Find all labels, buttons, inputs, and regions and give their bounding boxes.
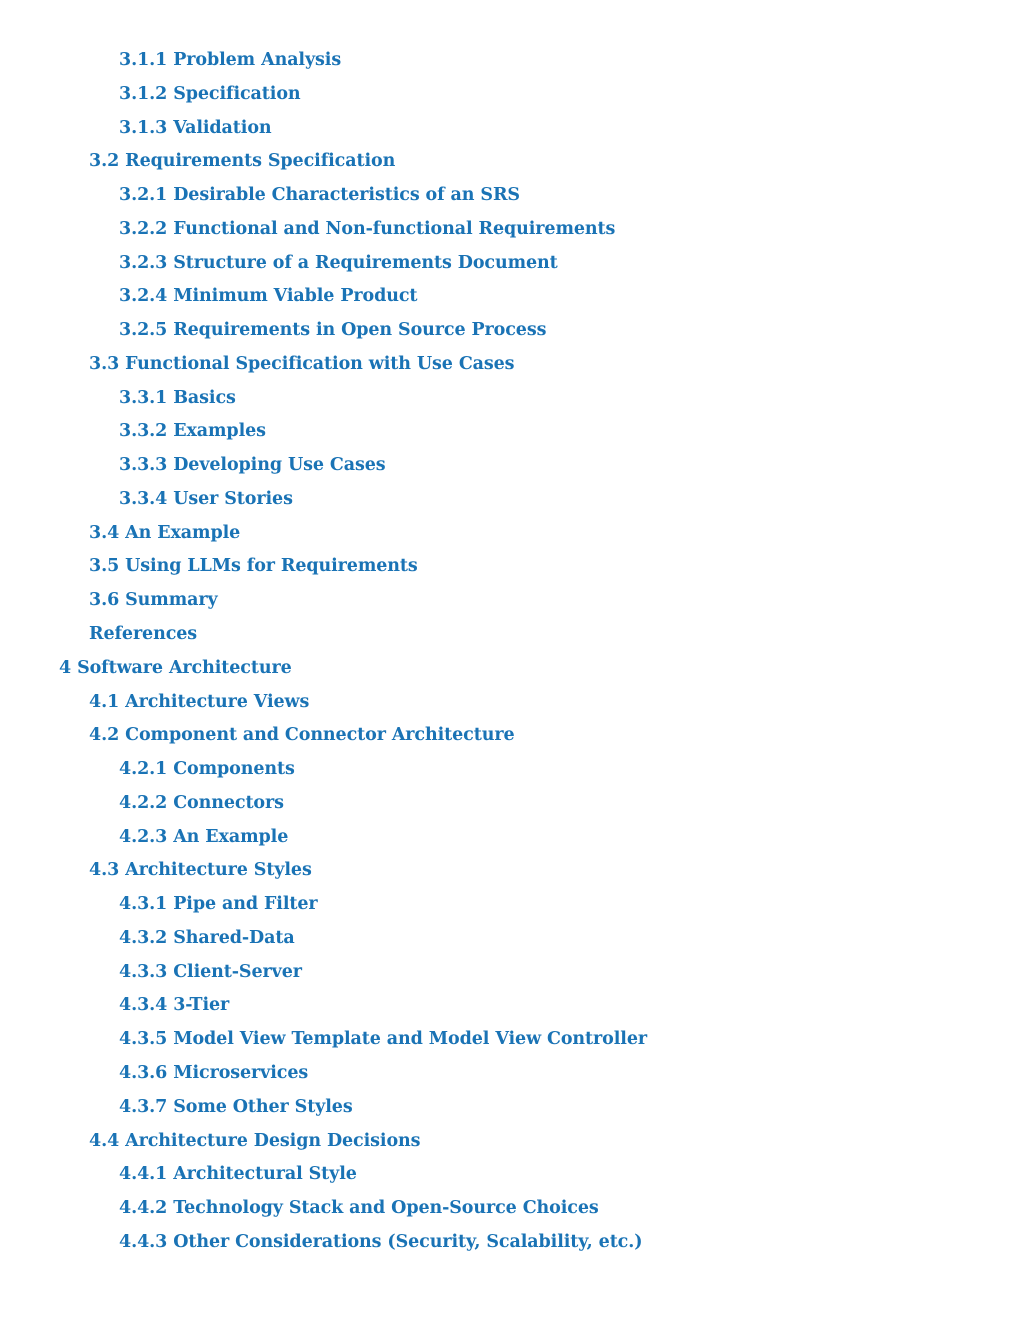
toc-link[interactable]: 4.4.2 Technology Stack and Open-Source Choices bbox=[119, 1198, 599, 1219]
toc-link[interactable]: 3.2.3 Structure of a Requirements Document bbox=[119, 252, 558, 273]
toc-link[interactable]: 3.3.1 Basics bbox=[119, 387, 236, 408]
toc-link[interactable]: 4.1 Architecture Views bbox=[89, 691, 310, 712]
toc-link[interactable]: 3.1.1 Problem Analysis bbox=[119, 50, 342, 70]
toc-link[interactable]: References bbox=[89, 624, 198, 645]
toc-link[interactable]: 3.2.2 Functional and Non-functional Requirements bbox=[119, 218, 616, 239]
toc-link[interactable]: 3.2.5 Requirements in Open Source Process bbox=[119, 320, 547, 341]
toc-link[interactable]: 4.3.3 Client-Server bbox=[119, 961, 302, 982]
toc-link[interactable]: 3.5 Using LLMs for Requirements bbox=[89, 556, 418, 577]
toc-link[interactable]: 4.4.1 Architectural Style bbox=[119, 1164, 357, 1185]
toc-link[interactable]: 3.2 Requirements Specification bbox=[89, 151, 396, 172]
toc-link[interactable]: 4.3.7 Some Other Styles bbox=[119, 1096, 353, 1117]
toc-link[interactable]: 3.4 An Example bbox=[89, 522, 241, 543]
toc-link[interactable]: 3.2.4 Minimum Viable Product bbox=[119, 286, 418, 307]
toc-link[interactable]: 4.2.2 Connectors bbox=[119, 792, 284, 813]
toc-link[interactable]: 4.4.3 Other Considerations (Security, Scalability, etc.) bbox=[119, 1231, 643, 1252]
toc-link[interactable]: 3.1.3 Validation bbox=[119, 117, 272, 138]
toc-link[interactable]: 3.3.3 Developing Use Cases bbox=[119, 455, 386, 476]
toc-link[interactable]: 4.3.2 Shared-Data bbox=[119, 927, 295, 948]
toc-link[interactable]: 4.3.4 3-Tier bbox=[119, 995, 230, 1016]
toc-link[interactable]: 3.3.2 Examples bbox=[119, 421, 266, 442]
toc-link[interactable]: 4.3.1 Pipe and Filter bbox=[119, 894, 318, 915]
toc-link[interactable]: 3.3 Functional Specification with Use Cases bbox=[89, 353, 515, 374]
toc-link[interactable]: 4.3.6 Microservices bbox=[119, 1062, 309, 1083]
toc-link[interactable]: 4 Software Architecture bbox=[59, 657, 292, 678]
toc-link[interactable]: 4.3.5 Model View Template and Model View Controller bbox=[119, 1029, 647, 1050]
toc-link[interactable]: 4.2.3 An Example bbox=[119, 826, 289, 847]
table-of-contents bbox=[0, 44, 1020, 1260]
toc-link[interactable]: 4.3 Architecture Styles bbox=[89, 860, 312, 881]
toc-link[interactable]: 4.2.1 Components bbox=[119, 759, 295, 780]
toc-link[interactable]: 4.2 Component and Connector Architecture bbox=[89, 725, 515, 746]
toc-link[interactable]: 4.4 Architecture Design Decisions bbox=[89, 1130, 421, 1151]
toc-link[interactable]: 3.2.1 Desirable Characteristics of an SRS bbox=[119, 185, 520, 206]
toc-link[interactable]: 3.3.4 User Stories bbox=[119, 488, 293, 509]
toc-link[interactable]: 3.6 Summary bbox=[89, 590, 218, 611]
toc-link[interactable]: 3.1.2 Specification bbox=[119, 83, 301, 104]
